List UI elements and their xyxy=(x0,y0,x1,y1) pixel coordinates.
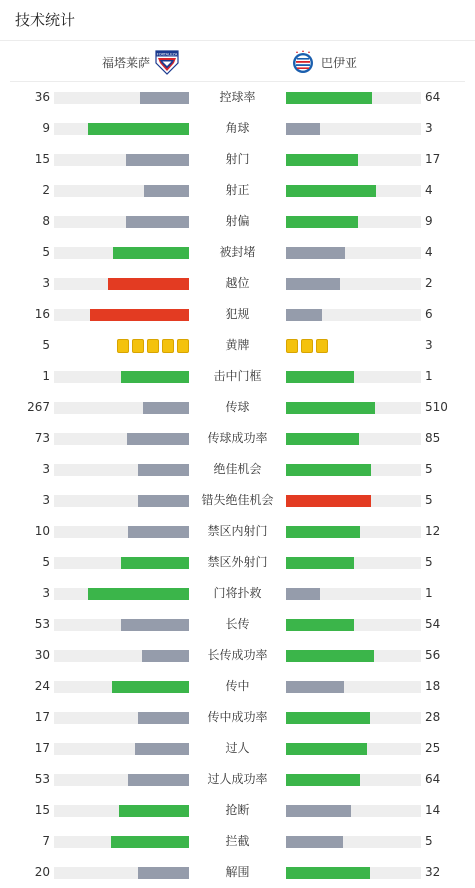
home-bar-track xyxy=(54,650,189,662)
stat-label: 传中 xyxy=(225,679,250,693)
teams-header xyxy=(10,41,465,82)
stat-row xyxy=(0,857,475,888)
home-bar-track xyxy=(54,92,189,104)
home-bar-track xyxy=(54,681,189,693)
home-bar-fill xyxy=(128,774,189,786)
stat-label: 门将扑救 xyxy=(213,586,262,600)
away-team[interactable] xyxy=(291,49,357,75)
stat-row xyxy=(0,144,475,175)
stat-row xyxy=(0,392,475,423)
away-bar-track xyxy=(286,650,421,662)
away-value: 17 xyxy=(425,152,441,166)
away-value: 54 xyxy=(425,617,441,631)
home-bar-fill xyxy=(112,681,189,693)
away-value: 14 xyxy=(425,803,441,817)
home-value: 9 xyxy=(42,121,50,135)
away-bar-track xyxy=(286,495,421,507)
home-team-name: 福塔莱萨 xyxy=(101,55,150,70)
home-bar-fill xyxy=(121,619,189,631)
away-value: 28 xyxy=(425,710,441,724)
fortaleza-crest-icon xyxy=(154,49,180,75)
home-bar-fill xyxy=(138,712,189,724)
stat-row xyxy=(0,237,475,268)
home-bar-track xyxy=(54,247,189,259)
stat-row xyxy=(0,826,475,857)
home-value: 3 xyxy=(42,586,50,600)
home-bar-track xyxy=(54,774,189,786)
stat-label: 禁区内射门 xyxy=(207,524,268,538)
away-bar-track xyxy=(286,371,421,383)
away-bar-fill xyxy=(286,247,345,259)
page-title: 技术统计 xyxy=(0,0,475,41)
home-bar-track xyxy=(54,836,189,848)
away-bar-track xyxy=(286,557,421,569)
away-value: 18 xyxy=(425,679,441,693)
home-bar-track xyxy=(54,557,189,569)
stat-row xyxy=(0,361,475,392)
home-bar-fill xyxy=(138,464,189,476)
away-bar-track xyxy=(286,433,421,445)
home-bar-track xyxy=(54,154,189,166)
away-bar-track xyxy=(286,836,421,848)
home-bar-track xyxy=(54,588,189,600)
home-bar-track xyxy=(54,216,189,228)
yellow-card-icon xyxy=(132,339,144,353)
away-value: 2 xyxy=(425,276,433,290)
away-bar-fill xyxy=(286,371,354,383)
home-bar-track xyxy=(54,402,189,414)
stat-row xyxy=(0,485,475,516)
away-bar-fill xyxy=(286,433,359,445)
stat-label: 过人成功率 xyxy=(207,772,268,786)
stat-row xyxy=(0,764,475,795)
away-bar-track xyxy=(286,867,421,879)
away-bar-fill xyxy=(286,743,367,755)
away-bar-fill xyxy=(286,557,354,569)
home-value: 2 xyxy=(42,183,50,197)
stat-row xyxy=(0,795,475,826)
away-value: 64 xyxy=(425,90,441,104)
stat-label: 传球 xyxy=(225,400,250,414)
home-bar-track xyxy=(54,185,189,197)
away-bar-fill xyxy=(286,92,372,104)
away-bar-track xyxy=(286,464,421,476)
away-value: 12 xyxy=(425,524,441,538)
stat-row xyxy=(0,113,475,144)
away-bar-track xyxy=(286,681,421,693)
away-value: 4 xyxy=(425,245,433,259)
bahia-crest-icon xyxy=(291,50,315,74)
home-yellow-cards xyxy=(54,339,189,353)
stat-row xyxy=(0,206,475,237)
away-team-name: 巴伊亚 xyxy=(321,55,358,70)
away-yellow-cards xyxy=(286,339,421,353)
home-value: 5 xyxy=(42,338,50,352)
away-bar-fill xyxy=(286,123,320,135)
stat-label: 射门 xyxy=(225,152,250,166)
home-bar-fill xyxy=(119,805,189,817)
yellow-card-icon xyxy=(316,339,328,353)
away-bar-fill xyxy=(286,650,374,662)
home-bar-fill xyxy=(142,650,189,662)
home-bar-track xyxy=(54,619,189,631)
away-bar-track xyxy=(286,526,421,538)
away-value: 3 xyxy=(425,338,433,352)
away-value: 5 xyxy=(425,834,433,848)
away-bar-fill xyxy=(286,216,358,228)
home-bar-fill xyxy=(140,92,189,104)
home-value: 30 xyxy=(34,648,50,662)
home-bar-track xyxy=(54,743,189,755)
away-bar-fill xyxy=(286,495,371,507)
home-bar-fill xyxy=(90,309,189,321)
stat-row xyxy=(0,82,475,113)
crest-lettering: FORTALEZA xyxy=(156,52,178,57)
stat-row xyxy=(0,175,475,206)
stat-row xyxy=(0,299,475,330)
stat-row xyxy=(0,547,475,578)
away-value: 6 xyxy=(425,307,433,321)
away-bar-track xyxy=(286,185,421,197)
away-bar-track xyxy=(286,247,421,259)
away-bar-track xyxy=(286,774,421,786)
home-value: 3 xyxy=(42,276,50,290)
home-value: 17 xyxy=(34,741,50,755)
home-bar-track xyxy=(54,433,189,445)
away-value: 1 xyxy=(425,369,433,383)
away-bar-track xyxy=(286,216,421,228)
away-bar-fill xyxy=(286,278,340,290)
home-value: 20 xyxy=(34,865,50,879)
away-value: 5 xyxy=(425,555,433,569)
away-bar-track xyxy=(286,805,421,817)
away-bar-fill xyxy=(286,185,376,197)
away-value: 1 xyxy=(425,586,433,600)
home-bar-track xyxy=(54,867,189,879)
away-bar-track xyxy=(286,92,421,104)
yellow-card-icon xyxy=(286,339,298,353)
home-bar-fill xyxy=(121,371,189,383)
home-bar-track xyxy=(54,495,189,507)
home-bar-track xyxy=(54,712,189,724)
stat-row xyxy=(0,423,475,454)
home-bar-fill xyxy=(108,278,189,290)
home-value: 73 xyxy=(34,431,50,445)
home-value: 15 xyxy=(34,803,50,817)
home-bar-fill xyxy=(127,433,189,445)
home-bar-fill xyxy=(144,185,189,197)
away-bar-track xyxy=(286,278,421,290)
stat-row xyxy=(0,516,475,547)
home-value: 53 xyxy=(34,772,50,786)
stat-label: 解围 xyxy=(225,865,250,879)
away-bar-track xyxy=(286,309,421,321)
home-value: 36 xyxy=(34,90,50,104)
stat-label: 越位 xyxy=(225,276,250,290)
away-bar-fill xyxy=(286,619,354,631)
away-value: 85 xyxy=(425,431,441,445)
away-value: 5 xyxy=(425,462,433,476)
home-bar-fill xyxy=(111,836,189,848)
home-bar-track xyxy=(54,371,189,383)
away-bar-fill xyxy=(286,867,370,879)
home-value: 5 xyxy=(42,555,50,569)
away-bar-fill xyxy=(286,805,351,817)
home-bar-fill xyxy=(88,588,189,600)
stat-label: 长传成功率 xyxy=(207,648,268,662)
away-bar-fill xyxy=(286,681,344,693)
away-bar-fill xyxy=(286,588,320,600)
stat-label: 长传 xyxy=(225,617,250,631)
away-value: 32 xyxy=(425,865,441,879)
home-value: 3 xyxy=(42,493,50,507)
away-bar-track xyxy=(286,123,421,135)
home-bar-track xyxy=(54,278,189,290)
stat-label: 控球率 xyxy=(219,90,256,104)
home-bar-fill xyxy=(113,247,189,259)
home-team[interactable] xyxy=(102,49,180,75)
away-value: 64 xyxy=(425,772,441,786)
home-bar-fill xyxy=(126,154,189,166)
away-bar-track xyxy=(286,588,421,600)
yellow-card-icon xyxy=(117,339,129,353)
home-value: 7 xyxy=(42,834,50,848)
stat-label: 犯规 xyxy=(225,307,250,321)
stat-label: 射偏 xyxy=(225,214,250,228)
away-bar-fill xyxy=(286,464,371,476)
away-bar-fill xyxy=(286,712,370,724)
home-bar-fill xyxy=(128,526,189,538)
home-bar-track xyxy=(54,464,189,476)
yellow-card-icon xyxy=(147,339,159,353)
stat-row xyxy=(0,268,475,299)
home-bar-fill xyxy=(138,867,189,879)
yellow-card-icon xyxy=(162,339,174,353)
home-value: 1 xyxy=(42,369,50,383)
stat-label: 被封堵 xyxy=(219,245,256,259)
away-bar-track xyxy=(286,619,421,631)
home-value: 53 xyxy=(34,617,50,631)
stat-row xyxy=(0,609,475,640)
home-bar-fill xyxy=(121,557,189,569)
stat-row xyxy=(0,733,475,764)
away-bar-track xyxy=(286,743,421,755)
home-value: 17 xyxy=(34,710,50,724)
away-bar-track xyxy=(286,154,421,166)
stat-label: 射正 xyxy=(225,183,250,197)
yellow-card-icon xyxy=(301,339,313,353)
home-bar-track xyxy=(54,526,189,538)
home-value: 8 xyxy=(42,214,50,228)
away-value: 3 xyxy=(425,121,433,135)
away-bar-track xyxy=(286,402,421,414)
stat-row xyxy=(0,454,475,485)
away-value: 510 xyxy=(425,400,448,414)
away-value: 9 xyxy=(425,214,433,228)
stat-label: 禁区外射门 xyxy=(207,555,268,569)
away-bar-fill xyxy=(286,402,375,414)
home-value: 10 xyxy=(34,524,50,538)
stat-label: 错失绝佳机会 xyxy=(201,493,274,507)
home-value: 15 xyxy=(34,152,50,166)
away-bar-fill xyxy=(286,836,343,848)
home-bar-track xyxy=(54,309,189,321)
stat-label: 角球 xyxy=(225,121,250,135)
home-bar-track xyxy=(54,123,189,135)
stat-label: 传中成功率 xyxy=(207,710,268,724)
home-value: 24 xyxy=(34,679,50,693)
away-bar-track xyxy=(286,712,421,724)
stat-label: 拦截 xyxy=(225,834,250,848)
away-value: 56 xyxy=(425,648,441,662)
home-value: 3 xyxy=(42,462,50,476)
stat-label: 绝佳机会 xyxy=(213,462,262,476)
stat-row xyxy=(0,702,475,733)
stat-label: 抢断 xyxy=(225,803,250,817)
home-value: 16 xyxy=(34,307,50,321)
away-bar-fill xyxy=(286,774,360,786)
home-value: 5 xyxy=(42,245,50,259)
stat-row xyxy=(0,671,475,702)
away-value: 25 xyxy=(425,741,441,755)
yellow-card-icon xyxy=(177,339,189,353)
away-bar-fill xyxy=(286,309,322,321)
home-bar-fill xyxy=(135,743,189,755)
stats-list xyxy=(0,82,475,888)
away-value: 4 xyxy=(425,183,433,197)
home-bar-fill xyxy=(88,123,189,135)
away-bar-fill xyxy=(286,154,358,166)
home-bar-track xyxy=(54,805,189,817)
away-bar-fill xyxy=(286,526,360,538)
stat-row xyxy=(0,640,475,671)
home-bar-fill xyxy=(143,402,189,414)
home-bar-fill xyxy=(126,216,189,228)
stat-label: 击中门框 xyxy=(213,369,262,383)
away-value: 5 xyxy=(425,493,433,507)
stat-label: 过人 xyxy=(225,741,250,755)
home-value: 267 xyxy=(27,400,50,414)
stat-row xyxy=(0,578,475,609)
stat-label: 传球成功率 xyxy=(207,431,268,445)
home-bar-fill xyxy=(138,495,189,507)
stat-label: 黄牌 xyxy=(225,338,250,352)
stat-row xyxy=(0,330,475,361)
